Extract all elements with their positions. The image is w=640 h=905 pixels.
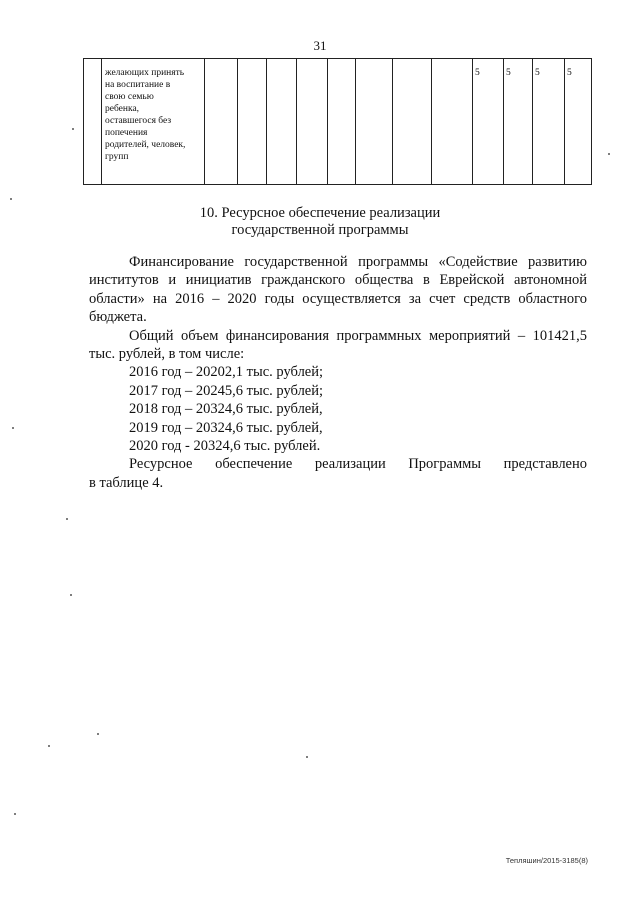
scan-speck (72, 128, 74, 130)
table-cell-value (328, 59, 356, 185)
scan-speck (608, 153, 610, 155)
scan-speck (48, 745, 50, 747)
continued-table (83, 58, 592, 185)
description-line: на воспитание в (105, 80, 171, 90)
scan-speck (66, 518, 68, 520)
description-line: желающих принять (105, 68, 185, 78)
scan-speck (14, 813, 16, 815)
paragraph-line: Общий объем финансирования программных мероприятий – 101421,5 (129, 327, 587, 344)
funding-year-line: 2017 год – 20245,6 тыс. рублей; (129, 382, 324, 399)
footer-reference: Тепляшин/2015-3185(8) (505, 856, 588, 865)
paragraph-line: области» на 2016 – 2020 годы осуществляется за счет средств областного (89, 290, 587, 307)
table-cell-empty (205, 59, 238, 185)
section-heading-line: государственной программы (231, 222, 409, 238)
paragraph-line: Ресурсное обеспечение реализации Программы представлено (129, 456, 587, 473)
funding-year-line: 2016 год – 20202,1 тыс. рублей; (129, 364, 324, 381)
description-line: попечения (105, 128, 148, 138)
section-heading-line: 10. Ресурсное обеспечение реализации (199, 205, 441, 221)
funding-year-line: 2018 год – 20324,6 тыс. рублей, (129, 401, 323, 418)
funding-year-line: 2020 год - 20324,6 тыс. рублей. (129, 438, 321, 455)
description-line: родителей, человек, (105, 140, 186, 150)
table-cell-number (84, 59, 102, 185)
paragraph-line: бюджета. (89, 309, 147, 326)
scan-speck (12, 427, 14, 429)
paragraph-line: в таблице 4. (89, 474, 164, 491)
table-row (84, 59, 592, 185)
scan-speck (306, 756, 308, 758)
description-line: свою семью (105, 92, 154, 102)
description-line: ребенка, (105, 104, 140, 114)
paragraph-line: институтов и инициатив гражданского общества в Еврейской автономной (89, 272, 587, 289)
table-cell-value (238, 59, 267, 185)
table-cell-value: 5 (504, 59, 533, 185)
table-cell-value: 5 (565, 59, 592, 185)
section-heading (0, 205, 640, 239)
table-cell-value (393, 59, 432, 185)
description-line: групп (105, 152, 129, 162)
scan-speck (97, 733, 99, 735)
page-number: 31 (313, 38, 327, 53)
table-cell-value (356, 59, 393, 185)
table-cell-value: 5 (533, 59, 565, 185)
paragraph-line: Финансирование государственной программы «Содействие развитию (129, 254, 587, 270)
scan-speck (10, 198, 12, 200)
scan-speck (70, 594, 72, 596)
table-cell-value (267, 59, 297, 185)
funding-year-line: 2019 год – 20324,6 тыс. рублей, (129, 419, 323, 436)
section-body (89, 253, 587, 492)
description-line: оставшегося без (105, 116, 172, 126)
paragraph-line: тыс. рублей, в том числе: (89, 346, 245, 363)
table-cell-description (102, 59, 205, 185)
table-cell-value (432, 59, 473, 185)
table-cell-value: 5 (473, 59, 504, 185)
table-cell-value (297, 59, 328, 185)
